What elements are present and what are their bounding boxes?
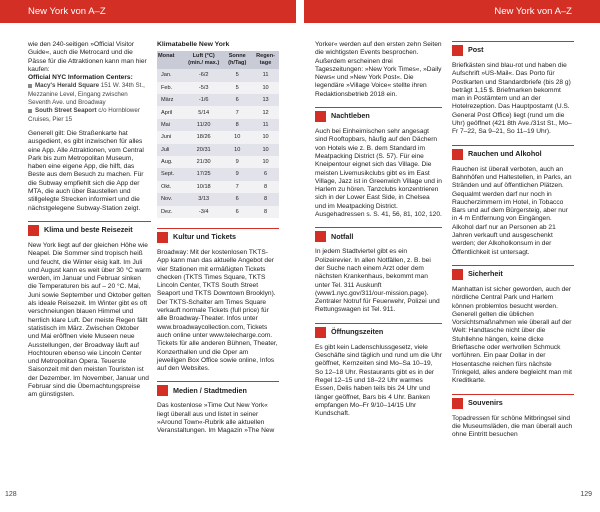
- section-marker-icon: [315, 327, 326, 338]
- climate-cell: Aug.: [157, 156, 185, 168]
- climate-cell: 7: [222, 106, 252, 118]
- climate-row: [157, 94, 279, 106]
- souvenirs-paragraph: Topadressen für schöne Mitbringsel sind die Museumsläden, die man überall auch ohne Eintritt besuchen: [452, 414, 573, 439]
- section-title: Post: [468, 45, 484, 55]
- climate-cell: 5: [222, 69, 252, 81]
- climate-table-header: [157, 51, 279, 69]
- seaport-address: c/o Hornblower Cruises, Pier 15: [28, 107, 140, 123]
- climate-cell: Feb.: [157, 82, 185, 94]
- post-paragraph: Briefkästen sind blau-rot und haben die Aufschrift »US-Mail«. Das Porto für Postkarten und Standardbriefe (bis 28 g) beträgt 1,15 $. Briefmarken bekommt man in Postämtern und an der Hotelrezeption. Das Hauptpostamt (U.S. General Post Office) liegt (rund um die Uhr) geöffnet (421 8th Ave./31st St., Mo–Fr 7–22, Sa 9–21, So 11–19 Uhr).: [452, 62, 572, 136]
- section-heading-oeffnungszeiten: [315, 323, 442, 338]
- climate-cell: -5/3: [185, 82, 222, 94]
- climate-cell: 9: [222, 156, 252, 168]
- section-heading-post: [452, 41, 574, 56]
- climate-cell: 8: [252, 206, 279, 218]
- page-number-right: 129: [580, 491, 592, 498]
- climate-row: [157, 131, 279, 143]
- page-number-left: 128: [5, 491, 17, 498]
- column-header: Regen-tage: [252, 51, 279, 69]
- bullet-icon: [28, 109, 32, 113]
- climate-row: [157, 168, 279, 180]
- climate-row: [157, 144, 279, 156]
- oeffnungszeiten-paragraph: Es gibt kein Ladenschlussgesetz, viele Geschäfte sind täglich und rund um die Uhr geöffnet, Kernzeiten sind Mo–Sa 10–19, So 12–18 Uhr. Restaurants gibt es in der Regel 12–15 und 18–22 Uhr warmes Essen, Delis haben teils bis 24 Uhr und länger geöffnet, Bars bis 4 Uhr. Banken empfangen Mo–Fr 9/10–14/15 Uhr Kundschaft.: [315, 343, 442, 418]
- climate-row: [157, 181, 279, 193]
- seaport-name: South Street Seaport: [35, 107, 97, 115]
- klima-paragraph: New York liegt auf der gleichen Höhe wie Neapel. Die Sommer sind tropisch heiß und feucht, die Winter eisig kalt. Im Juli und August kann es weit über 30 °C warm werden, im Januar und Februar sinken die Temperaturen bis auf – 20 °C. Mai, Juni sowie September und Oktober gelten als ideale Reisezeit. Im Winter gibt es oft verschneiungen blauen Himmel und herrlich klare Luft. Der meiste Regen fällt statistisch im März. Zwischen Oktober und Mai eröffnen viele Museen neue Ausstellungen, der Broadway läuft auf Hochtouren ebenso wie Lincoln Center und Metropolitan Opera. Teuerste Saisonzeit mit den meisten Touristen ist der Dezember. Im November, Januar und Februar sind die Übernachtungspreise am günstigsten.: [28, 241, 151, 399]
- section-title: Medien / Stadtmedien: [173, 385, 247, 395]
- page-header-right: [304, 0, 600, 23]
- climate-cell: 10: [252, 82, 279, 94]
- section-title: Souvenirs: [468, 397, 503, 407]
- section-heading-nachtleben: [315, 107, 442, 122]
- macys-address: 151 W. 34th St., Mezzanine Level, Eingang zwischen Seventh Ave. und Broadway: [28, 82, 145, 107]
- climate-cell: 7: [222, 181, 252, 193]
- section-marker-icon: [315, 111, 326, 122]
- climate-row: [157, 69, 279, 81]
- climate-table: [157, 41, 279, 218]
- climate-cell: 11: [252, 119, 279, 131]
- section-marker-icon: [157, 232, 168, 243]
- rauchen-paragraph: Rauchen ist überall verboten, auch an Bahnhöfen und Haltestellen, in Parks, an Stränden und auf öffentlichen Plätzen. Gequalmt werden darf nur noch in Raucherzimmern im Hotel, in Tobacco Bars und auf dem Bürgersteig, aber nur in 4 m Entfernung von Eingängen. Alkohol darf nur an Personen ab 21 Jahren verkauft und ausgeschenkt werden; der Alkoholkonsum in der Öffentlichkeit ist untersagt.: [452, 165, 572, 256]
- climate-cell: Okt.: [157, 181, 185, 193]
- section-marker-icon: [315, 231, 326, 242]
- climate-cell: 5: [222, 82, 252, 94]
- climate-cell: 10: [222, 131, 252, 143]
- section-title: Rauchen und Alkohol: [468, 149, 542, 159]
- climate-cell: 8: [252, 193, 279, 205]
- climate-cell: Nov.: [157, 193, 185, 205]
- climate-cell: April: [157, 106, 185, 118]
- climate-cell: 12: [252, 106, 279, 118]
- section-title: Sicherheit: [468, 269, 503, 279]
- address-macys: [28, 82, 151, 107]
- climate-cell: -3/4: [185, 206, 222, 218]
- section-title: Klima und beste Reisezeit: [44, 225, 133, 235]
- climate-cell: 8: [252, 181, 279, 193]
- climate-row: [157, 106, 279, 118]
- section-heading-rauchen: [452, 145, 574, 160]
- info-centers-title: Official NYC Information Centers:: [28, 74, 133, 82]
- climate-cell: 10: [252, 156, 279, 168]
- section-title: Kultur und Tickets: [173, 232, 236, 242]
- climate-cell: 17/25: [185, 168, 222, 180]
- section-marker-icon: [28, 225, 39, 236]
- section-heading-kultur: [157, 228, 279, 243]
- climate-row: [157, 206, 279, 218]
- climate-cell: 6: [252, 168, 279, 180]
- climate-cell: 5/14: [185, 106, 222, 118]
- nachtleben-paragraph: Auch bei Einheimischen sehr angesagt sind Rooftopbars, häufig auf den Dächern von Hotels wie z. B. dem Standard im Meatpacking District (S. 57). Für eine Kneipentour eignet sich das Village. Die meisten Livemusikclubs gibt es im East Village, Jazz ist in Greenwich Village und in Harlem zu hören. Tanzclubs konzentrieren sich in der Lower East Side, in Chelsea und im Meatpacking District. Ausgehadressen s. S. 41, 56, 81, 102, 120.: [315, 128, 442, 219]
- climate-cell: 10/18: [185, 181, 222, 193]
- column-1: [28, 41, 151, 400]
- climate-cell: 21/30: [185, 156, 222, 168]
- climate-row: [157, 193, 279, 205]
- bullet-icon: [28, 84, 32, 88]
- kultur-paragraph: Broadway: Mit der kostenlosen TKTS-App kann man das aktuelle Angebot der vier Stationen mit ermäßigten Tickets checken (TKTS Times Square, TKTS Lincoln Center, TKTS South Street Seaport und TKTS Downtown Brooklyn). Der TKTS-Schalter am Times Square verkauft normale Tickets (full price) für alle Broadway-Theater. Infos unter www.broadwaycollection.com, Tickets auch online unter www.telecharge.com. Tickets für alle anderen Bühnen, Theater, Konzerthallen und die Oper am jeweiligen Box Office sowie online, Infos auf den Websites.: [157, 248, 278, 373]
- climate-cell: 20/31: [185, 144, 222, 156]
- climate-cell: 10: [222, 144, 252, 156]
- section-marker-icon: [452, 45, 463, 56]
- section-marker-icon: [157, 385, 168, 396]
- climate-cell: Mai: [157, 119, 185, 131]
- climate-cell: Juli: [157, 144, 185, 156]
- climate-row: [157, 156, 279, 168]
- climate-cell: 8: [222, 119, 252, 131]
- climate-cell: Juni: [157, 131, 185, 143]
- climate-cell: Sept.: [157, 168, 185, 180]
- climate-table-title: Klimatabelle New York: [157, 41, 230, 48]
- sicherheit-paragraph: Manhattan ist sicher geworden, auch der nördliche Central Park und Harlem können problemlos besucht werden. Generell gelten die üblichen Vorsichtsmaßnahmen wie überall auf der Welt: Handtasche nicht über die Stuhllehne hängen, keine dicke Brieftasche oder wertvollen Schmuck vorführen. Ein paar Dollar in der Hosentasche reichen fürs nächste Trinkgeld, alles andere begleicht man mit Kreditkarte.: [452, 285, 572, 385]
- section-title: Notfall: [331, 231, 354, 241]
- climate-cell: Dez.: [157, 206, 185, 218]
- climate-cell: -1/6: [185, 94, 222, 106]
- notfall-paragraph: In jedem Stadtviertel gibt es ein Polizeirevier. In allen Notfällen, z. B. bei der Suche nach einem Arzt oder dem nächsten Krankenhaus, bekommt man unter Tel. 311 Auskunft (www1.nyc.gov/311/our-mission.page). Zentraler Notruf für Feuerwehr, Polizei und Rettungswagen ist Tel. 911.: [315, 248, 440, 314]
- climate-cell: 11/20: [185, 119, 222, 131]
- macys-name: Macy's Herald Square: [35, 82, 100, 90]
- medien-continued: Yorker« werden auf den ersten zehn Seiten die wichtigsten Events besprochen. Außerdem erscheinen drei Tageszeitungen: »New York Times«, »Daily News« und »New York Post«. Die legendäre »Village Voice« stellte ihren Redaktionsbetrieb 2018 ein.: [315, 41, 442, 98]
- climate-row: [157, 82, 279, 94]
- section-heading-notfall: [315, 227, 442, 242]
- climate-cell: -6/2: [185, 69, 222, 81]
- section-heading-sicherheit: [452, 265, 574, 280]
- climate-cell: 3/13: [185, 193, 222, 205]
- section-heading-souvenirs: [452, 394, 574, 409]
- climate-cell: 11: [252, 69, 279, 81]
- section-title: Nachtleben: [331, 111, 370, 121]
- section-marker-icon: [452, 149, 463, 160]
- climate-cell: März: [157, 94, 185, 106]
- apps-paragraph: Generell gilt: Die Straßenkarte hat ausgedient, es gibt inzwischen für alles eine App. Alle Attraktionen, vom Central Park bis zum Metropolitan Museum, haben eine eigene App, die hilft, das Beste aus dem Besuch zu machen. Für die Subway empfiehlt sich die App der MTA, die auch über Baustellen und stillgelegte Strecken informiert und die nächstgelegene Subway-Station zeigt.: [28, 129, 144, 212]
- column-header: Luft (°C) (min./ max.): [185, 51, 222, 69]
- climate-cell: 13: [252, 94, 279, 106]
- section-title: Öffnungszeiten: [331, 327, 384, 337]
- info-intro: wie den 240-seitigen »Official Visitor Guide«, auch die Metrocard und die Pässe für die Attraktionen kann man hier kaufen:: [28, 41, 147, 73]
- climate-cell: 9: [222, 168, 252, 180]
- medien-paragraph: Das kostenlose »Time Out New York« liegt überall aus und listet in seiner »Around Town«-Rubrik alle aktuellen Veranstaltungen. Im Magazin »The New: [157, 402, 275, 435]
- climate-row: [157, 119, 279, 131]
- section-marker-icon: [452, 398, 463, 409]
- climate-cell: 6: [222, 206, 252, 218]
- header-title-right: New York von A–Z: [494, 6, 572, 17]
- section-heading-klima: [28, 221, 151, 236]
- climate-cell: 10: [252, 144, 279, 156]
- column-3: [315, 41, 442, 418]
- climate-cell: 6: [222, 193, 252, 205]
- section-marker-icon: [452, 269, 463, 280]
- column-4: [452, 41, 574, 439]
- column-2: [157, 41, 279, 436]
- address-seaport: [28, 107, 151, 124]
- climate-cell: Jan.: [157, 69, 185, 81]
- column-header: Sonne (h/Tag): [222, 51, 252, 69]
- page-header-left: [0, 0, 296, 23]
- column-header: Monat: [157, 51, 185, 69]
- section-heading-medien: [157, 381, 279, 396]
- header-title-left: New York von A–Z: [28, 6, 106, 17]
- climate-cell: 6: [222, 94, 252, 106]
- climate-cell: 18/26: [185, 131, 222, 143]
- climate-cell: 10: [252, 131, 279, 143]
